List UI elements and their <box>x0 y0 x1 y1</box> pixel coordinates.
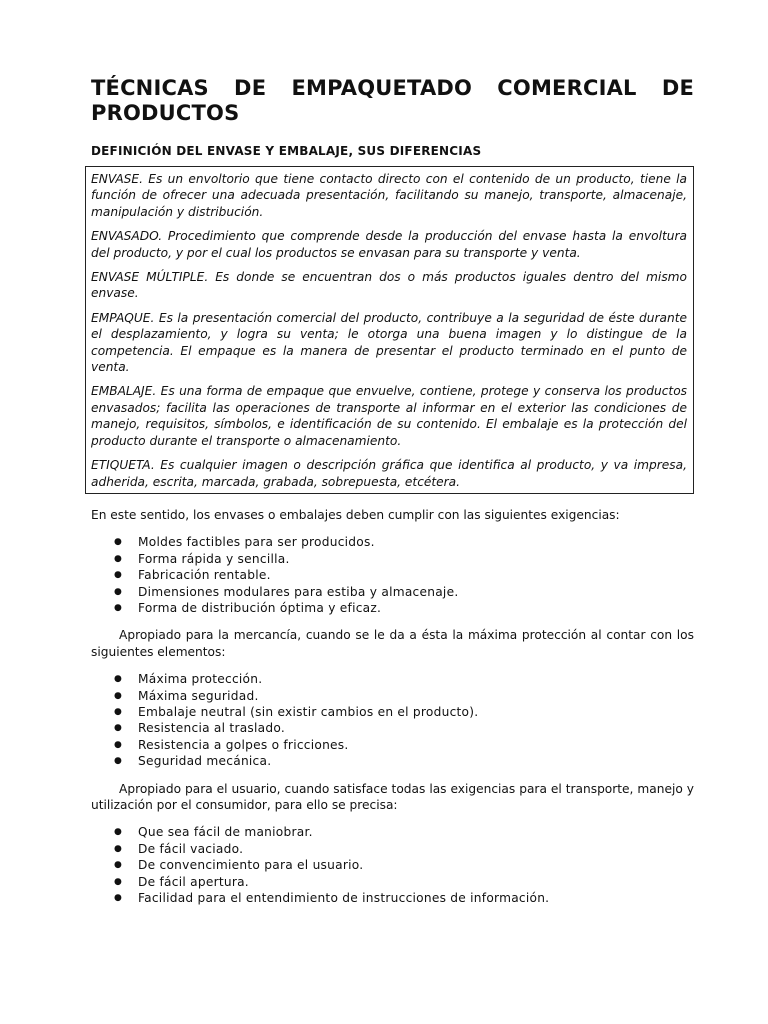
list-item-text: Resistencia a golpes o fricciones. <box>138 737 349 752</box>
bullet-icon: ● <box>114 570 123 581</box>
list-item <box>114 874 694 890</box>
list-item <box>114 551 694 567</box>
list-item <box>114 737 694 753</box>
definition-envase-multiple: ENVASE MÚLTIPLE. Es donde se encuentran dos o más productos iguales dentro del mismo envase. <box>91 270 687 301</box>
bullet-icon: ● <box>114 602 123 613</box>
list-item-text: De fácil vaciado. <box>138 841 244 856</box>
definition-envasado: ENVASADO. Procedimiento que comprende desde la producción del envase hasta la envoltura del producto, y por el cual los productos se envasan para su transporte y venta. <box>91 229 687 260</box>
list-item <box>114 753 694 769</box>
list-item-text: Dimensiones modulares para estiba y almacenaje. <box>138 584 459 599</box>
bullet-icon: ● <box>114 537 123 548</box>
bullet-icon: ● <box>114 843 123 854</box>
protection-list <box>91 671 694 769</box>
list-item-text: De convencimiento para el usuario. <box>138 858 364 873</box>
section-subtitle: DEFINICIÓN DEL ENVASE Y EMBALAJE, SUS DIFERENCIAS <box>91 144 482 158</box>
definition-envase: ENVASE. Es un envoltorio que tiene contacto directo con el contenido de un producto, tiene la función de ofrecer una adecuada presentación, facilitando su manejo, transporte, almacenaje, manipulación y distribución. <box>91 172 687 219</box>
list-item <box>114 720 694 736</box>
list-item <box>114 671 694 687</box>
list-item <box>114 688 694 704</box>
list-item-text: Forma rápida y sencilla. <box>138 551 290 566</box>
user-requirements-list <box>91 824 694 906</box>
list-item-text: Seguridad mecánica. <box>138 754 272 769</box>
bullet-icon: ● <box>114 723 123 734</box>
list-item-text: Que sea fácil de maniobrar. <box>138 825 313 840</box>
list-item-text: Embalaje neutral (sin existir cambios en el producto). <box>138 704 479 719</box>
list-item-text: Forma de distribución óptima y eficaz. <box>138 600 382 615</box>
bullet-icon: ● <box>114 586 123 597</box>
page-title: TÉCNICAS DE EMPAQUETADO COMERCIAL DE PRODUCTOS <box>91 76 694 125</box>
list-item <box>114 704 694 720</box>
list-item-text: Máxima protección. <box>138 672 263 687</box>
definition-embalaje: EMBALAJE. Es una forma de empaque que envuelve, contiene, protege y conserva los productos envasados; facilita las operaciones de transporte al informar en el exterior las condiciones de manejo, requisitos, símbolos, e identificación de su contenido. El embalaje es la protección del producto durante el transporte o almacenamiento. <box>91 384 687 448</box>
list-item-text: Máxima seguridad. <box>138 688 259 703</box>
bullet-icon: ● <box>114 674 123 685</box>
list-item <box>114 857 694 873</box>
bullet-icon: ● <box>114 690 123 701</box>
list-item <box>114 534 694 550</box>
list-item <box>114 584 694 600</box>
bullet-icon: ● <box>114 756 123 767</box>
list-item-text: Moldes factibles para ser producidos. <box>138 535 375 550</box>
intro-paragraph: En este sentido, los envases o embalajes deben cumplir con las siguientes exigencias: <box>91 507 620 522</box>
bullet-icon: ● <box>114 706 123 717</box>
list-item-text: Fabricación rentable. <box>138 568 271 583</box>
definitions-box <box>85 166 694 494</box>
bullet-icon: ● <box>114 860 123 871</box>
user-paragraph: Apropiado para el usuario, cuando satisface todas las exigencias para el transporte, manejo y utilización por el consumidor, para ello se precisa: <box>91 781 694 812</box>
merchandise-paragraph: Apropiado para la mercancía, cuando se le da a ésta la máxima protección al contar con los siguientes elementos: <box>91 628 694 659</box>
list-item-text: Resistencia al traslado. <box>138 721 285 736</box>
list-item-text: De fácil apertura. <box>138 874 249 889</box>
list-item <box>114 567 694 583</box>
definition-etiqueta: ETIQUETA. Es cualquier imagen o descripción gráfica que identifica al producto, y va impresa, adherida, escrita, marcada, grabada, sobrepuesta, etcétera. <box>91 458 687 489</box>
bullet-icon: ● <box>114 739 123 750</box>
bullet-icon: ● <box>114 876 123 887</box>
list-item-text: Facilidad para el entendimiento de instrucciones de información. <box>138 891 550 906</box>
list-item <box>114 841 694 857</box>
list-item <box>114 600 694 616</box>
bullet-icon: ● <box>114 553 123 564</box>
list-item <box>114 824 694 840</box>
bullet-icon: ● <box>114 893 123 904</box>
definition-empaque: EMPAQUE. Es la presentación comercial del producto, contribuye a la seguridad de éste durante el desplazamiento, y logra su venta; le otorga una buena imagen y lo distingue de la competencia. El empaque es la manera de presentar el producto terminado en el punto de venta. <box>91 310 687 375</box>
bullet-icon: ● <box>114 827 123 838</box>
list-item <box>114 890 694 906</box>
requirements-list <box>91 534 694 616</box>
